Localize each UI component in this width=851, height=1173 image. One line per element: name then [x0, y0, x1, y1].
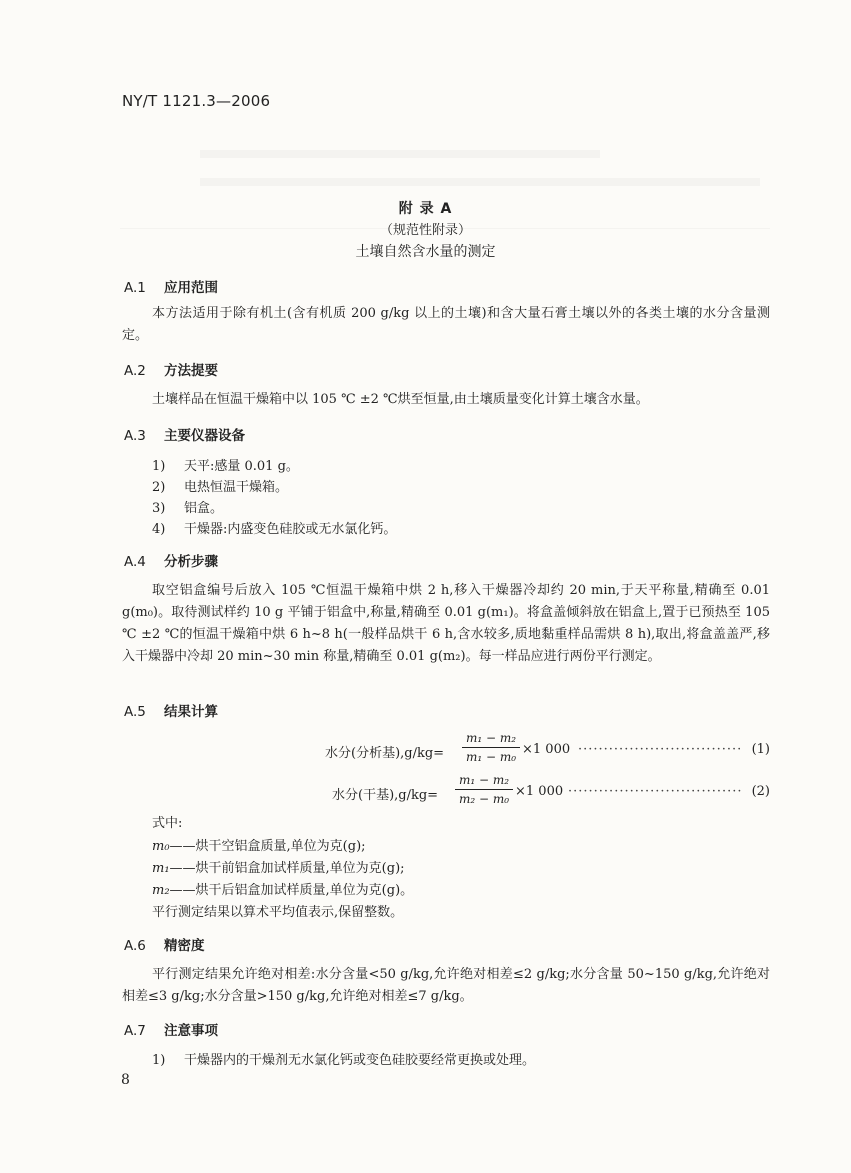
fraction-numerator: m₁ − m₂ [458, 773, 510, 787]
section-number: A.1 [124, 280, 146, 296]
section-a2-text: 土壤样品在恒温干燥箱中以 105 ℃ ±2 ℃烘至恒量,由土壤质量变化计算土壤含水量。 [152, 392, 649, 407]
list-item [152, 476, 288, 495]
list-item [152, 518, 396, 537]
formula-multiplier: ×1 000 [522, 742, 571, 757]
list-number: 1) [152, 459, 166, 474]
variable-desc: ——烘干空铝盒质量,单位为克(g); [169, 839, 366, 854]
section-number: A.7 [124, 1023, 146, 1039]
section-a2-heading [124, 359, 218, 379]
section-a4-heading [124, 550, 218, 570]
list-text: 铝盒。 [184, 501, 224, 516]
fraction-denominator: m₁ − m₀ [465, 750, 517, 764]
formula-multiplier: ×1 000 [515, 784, 564, 799]
formula-fraction [455, 772, 513, 807]
variable-definition [152, 835, 366, 854]
fraction-bar [455, 789, 513, 790]
variable-desc: ——烘干前铝盒加试样质量,单位为克(g); [169, 861, 405, 876]
show-through [200, 178, 760, 186]
formula-lhs: 水分(分析基),g/kg= [325, 746, 445, 761]
list-number: 2) [152, 480, 166, 495]
section-title: 注意事项 [164, 1023, 218, 1039]
page-number: 8 [121, 1072, 130, 1088]
formula-fraction [462, 730, 520, 765]
leader-dots: ·································· [568, 784, 743, 799]
list-item [152, 1049, 535, 1068]
section-a1-text: 本方法适用于除有机土(含有机质 200 g/kg 以上的土壤)和含大量石膏土壤以外的各类土壤的水分含量测定。 [122, 306, 770, 343]
equation-number: (1) [751, 742, 770, 757]
variable-symbol: m₀ [152, 839, 170, 854]
list-item [152, 455, 299, 474]
fraction-denominator: m₂ − m₀ [458, 792, 510, 806]
variable-definition [152, 879, 413, 898]
formula-lhs: 水分(干基),g/kg= [332, 788, 439, 803]
section-number: A.3 [124, 428, 146, 444]
list-number: 4) [152, 522, 166, 537]
list-text: 天平:感量 0.01 g。 [184, 459, 299, 474]
variable-desc: ——烘干后铝盒加试样质量,单位为克(g)。 [169, 883, 414, 898]
section-title: 结果计算 [164, 704, 218, 720]
fraction-numerator: m₁ − m₂ [465, 731, 517, 745]
annex-title: 附 录 A [398, 201, 453, 217]
formula-1 [180, 730, 770, 770]
section-number: A.5 [124, 704, 146, 720]
standard-code: NY/T 1121.3—2006 [122, 92, 271, 110]
annex-heading: 土壤自然含水量的测定 [355, 244, 496, 260]
fraction-bar [462, 747, 520, 748]
list-item [152, 497, 223, 516]
equation-number: (2) [751, 784, 770, 799]
section-title: 主要仪器设备 [164, 428, 245, 444]
section-title: 方法提要 [164, 363, 218, 379]
section-number: A.4 [124, 554, 146, 570]
section-title: 分析步骤 [164, 554, 218, 570]
section-a3-heading [124, 424, 245, 444]
section-number: A.6 [124, 938, 146, 954]
list-number: 3) [152, 501, 166, 516]
annex-subtitle: （规范性附录） [379, 223, 471, 238]
section-a7-heading [124, 1019, 218, 1039]
list-text: 干燥器内的干燥剂无水氯化钙或变色硅胶要经常更换或处理。 [184, 1053, 536, 1068]
variable-symbol: m₁ [152, 861, 170, 876]
section-a6-text: 平行测定结果允许绝对相差:水分含量<50 g/kg,允许绝对相差≤2 g/kg;水分含量 50~150 g/kg,允许绝对相差≤3 g/kg;水分含量>150 g/kg,允许绝对相差≤7 g/kg。 [122, 967, 770, 1004]
section-a1-heading [124, 276, 218, 296]
formula-2 [180, 772, 770, 812]
leader-dots: ································ [578, 742, 743, 757]
section-title: 应用范围 [164, 280, 218, 296]
where-label: 式中: [152, 816, 183, 831]
section-a5-heading [124, 700, 218, 720]
list-number: 1) [152, 1053, 166, 1068]
show-through [200, 150, 600, 158]
section-a4-text: 取空铝盒编号后放入 105 ℃恒温干燥箱中烘 2 h,移入干燥器冷却约 20 min,于天平称量,精确至 0.01 g(m₀)。取待测试样约 10 g 平铺于铝盒中,称量,精确至 0.01 g(m₁)。将盒盖倾斜放在铝盒上,置于已预热至 105 ℃ ±2 ℃的恒温干燥箱中烘 6 h~8 h(一般样品烘干 6 h,含水较多,质地黏重样品需烘 8 h),取出,将盒盖盖严,移入干燥器中冷却 20 min~30 min 称量,精确至 0.01 g(m₂)。每一样品应进行两份平行测定。 [122, 583, 770, 664]
list-text: 电热恒温干燥箱。 [184, 480, 289, 495]
result-note: 平行测定结果以算术平均值表示,保留整数。 [152, 905, 404, 920]
section-a6-heading [124, 934, 205, 954]
variable-definition [152, 857, 405, 876]
section-title: 精密度 [164, 938, 205, 954]
variable-symbol: m₂ [152, 883, 170, 898]
list-text: 干燥器:内盛变色硅胶或无水氯化钙。 [184, 522, 397, 537]
section-number: A.2 [124, 363, 146, 379]
